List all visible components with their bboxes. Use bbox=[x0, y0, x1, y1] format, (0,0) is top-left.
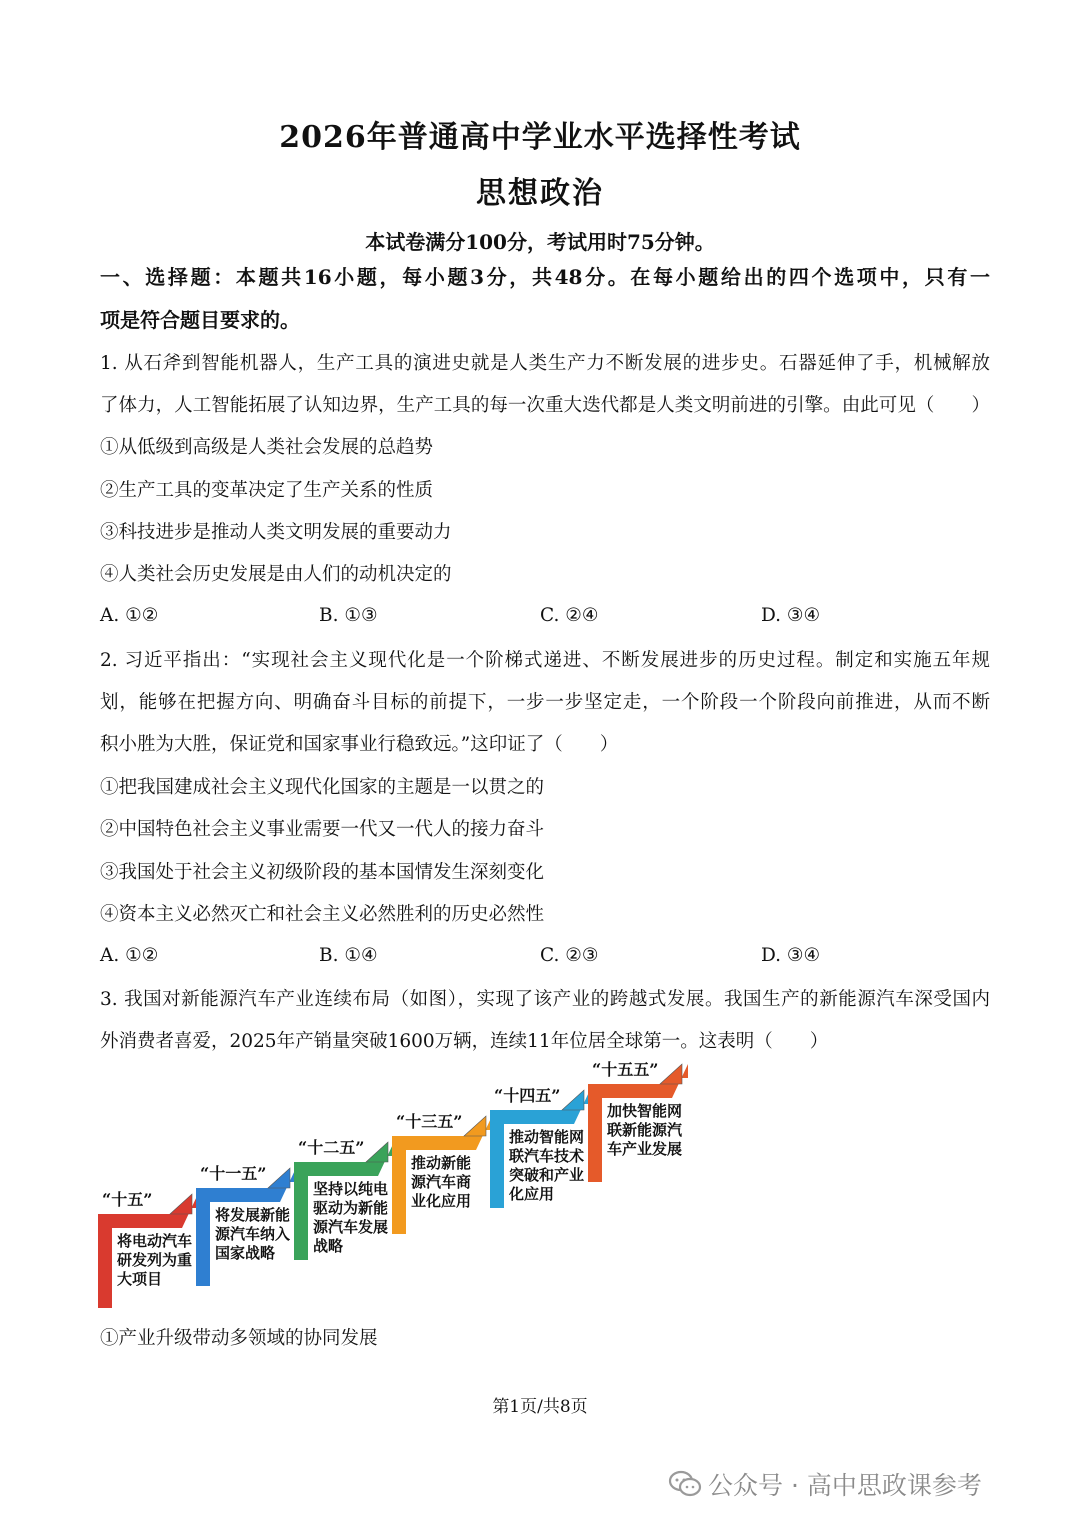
watermark-text: 公众号 · 高中思政课参考 bbox=[708, 1471, 982, 1500]
q1-choice-d[interactable]: D. ③④ bbox=[761, 605, 821, 626]
exam-note: 本试卷满分100分，考试用时75分钟。 bbox=[365, 230, 715, 254]
q1-item-4: ④人类社会历史发展是由人们的动机决定的 bbox=[100, 564, 452, 585]
q2-choice-d[interactable]: D. ③④ bbox=[761, 945, 821, 966]
step-arrow-1 bbox=[170, 1194, 192, 1214]
q2-choice-b[interactable]: B. ①④ bbox=[319, 945, 378, 966]
q3-item-1: ①产业升级带动多领域的协同发展 bbox=[100, 1328, 378, 1349]
q2-stem-line1: 2. 习近平指出：“实现社会主义现代化是一个阶梯式递进、不断发展进步的历史过程。制定和实施五年规 bbox=[100, 650, 990, 671]
step-desc-5-line-2: 联汽车技术 bbox=[509, 1147, 585, 1165]
q1-item-1: ①从低级到高级是人类社会发展的总趋势 bbox=[100, 437, 434, 458]
q2-choices bbox=[100, 945, 990, 971]
step-riser-6 bbox=[588, 1084, 602, 1182]
step-desc-1-line-1: 将电动汽车 bbox=[117, 1232, 193, 1250]
step-riser-3 bbox=[294, 1162, 308, 1260]
step-riser-5 bbox=[490, 1110, 504, 1208]
step-desc-1-line-2: 研发列为重 bbox=[117, 1251, 193, 1269]
q1-choice-a[interactable]: A. ①② bbox=[100, 605, 159, 626]
step-desc-3-line-4: 战略 bbox=[313, 1237, 344, 1255]
q2-item-1: ①把我国建成社会主义现代化国家的主题是一以贯之的 bbox=[100, 777, 545, 798]
q1-stem-line1: 1. 从石斧到智能机器人，生产工具的演进史就是人类生产力不断发展的进步史。石器延伸了手，机械解放 bbox=[100, 353, 990, 374]
step-label-5: “十四五” bbox=[494, 1086, 561, 1105]
step-desc-5-line-3: 突破和产业 bbox=[509, 1166, 585, 1184]
q2-item-4: ④资本主义必然灭亡和社会主义必然胜利的历史必然性 bbox=[100, 904, 545, 925]
step-desc-2-line-3: 国家战略 bbox=[215, 1244, 276, 1262]
q2-item-2: ②中国特色社会主义事业需要一代又一代人的接力奋斗 bbox=[100, 819, 545, 840]
step-desc-6-line-1: 加快智能网 bbox=[607, 1102, 683, 1120]
step-desc-3-line-1: 坚持以纯电 bbox=[313, 1180, 389, 1198]
step-desc-6-line-3: 车产业发展 bbox=[607, 1140, 683, 1158]
section-heading-line1: 一、选择题：本题共16小题，每小题3分，共48分。在每小题给出的四个选项中，只有一 bbox=[100, 265, 990, 289]
step-desc-2-line-2: 源汽车纳入 bbox=[215, 1225, 291, 1243]
q2-stem-line2: 划，能够在把握方向、明确奋斗目标的前提下，一步一步坚定走，一个阶段一个阶段向前推进，从而不断 bbox=[100, 692, 990, 713]
step-riser-4 bbox=[392, 1136, 406, 1234]
step-desc-2-line-1: 将发展新能 bbox=[215, 1206, 291, 1224]
step-desc-4-line-3: 业化应用 bbox=[411, 1192, 472, 1210]
q1-item-2: ②生产工具的变革决定了生产关系的性质 bbox=[100, 480, 434, 501]
step-desc-1-line-3: 大项目 bbox=[117, 1270, 163, 1288]
watermark bbox=[668, 1466, 982, 1502]
step-label-6: “十五五” bbox=[592, 1060, 659, 1079]
step-arrow-2 bbox=[268, 1168, 290, 1188]
step-desc-4-line-2: 源汽车商 bbox=[411, 1173, 472, 1191]
section-heading-line2: 项是符合题目要求的。 bbox=[100, 308, 300, 332]
q1-stem-line2: 了体力，人工智能拓展了认知边界，生产工具的每一次重大迭代都是人类文明前进的引擎。由此可见（ ） bbox=[100, 395, 990, 416]
step-arrow-6 bbox=[660, 1064, 682, 1084]
exam-title: 2026年普通高中学业水平选择性考试 bbox=[279, 120, 801, 155]
q1-item-3: ③科技进步是推动人类文明发展的重要动力 bbox=[100, 522, 452, 543]
step-arrow-5 bbox=[562, 1090, 584, 1110]
q2-choice-a[interactable]: A. ①② bbox=[100, 945, 159, 966]
q2-choice-c[interactable]: C. ②③ bbox=[540, 945, 599, 966]
step-arrow-3 bbox=[366, 1142, 388, 1162]
q2-item-3: ③我国处于社会主义初级阶段的基本国情发生深刻变化 bbox=[100, 862, 545, 883]
step-label-2: “十一五” bbox=[200, 1164, 267, 1183]
step-label-1: “十五” bbox=[102, 1190, 153, 1209]
wechat-icon bbox=[668, 1470, 702, 1498]
step-desc-6-line-2: 联新能源汽 bbox=[607, 1121, 683, 1139]
step-label-4: “十三五” bbox=[396, 1112, 463, 1131]
step-desc-3-line-3: 源汽车发展 bbox=[313, 1218, 389, 1236]
five-year-plan-staircase-figure bbox=[96, 1060, 696, 1312]
step-desc-3-line-2: 驱动为新能 bbox=[313, 1199, 389, 1217]
step-desc-4-line-1: 推动新能 bbox=[411, 1154, 472, 1172]
step-arrow-4 bbox=[464, 1116, 486, 1136]
q3-stem-line2: 外消费者喜爱，2025年产销量突破1600万辆，连续11年位居全球第一。这表明（ ） bbox=[100, 1031, 829, 1052]
q3-stem-line1: 3. 我国对新能源汽车产业连续布局（如图），实现了该产业的跨越式发展。我国生产的新能源汽车深受国内 bbox=[100, 989, 990, 1010]
step-riser-1 bbox=[98, 1214, 112, 1308]
q2-stem-line3: 积小胜为大胜，保证党和国家事业行稳致远。”这印证了（ ） bbox=[100, 734, 619, 755]
exam-subject: 思想政治 bbox=[476, 176, 604, 211]
step-label-3: “十二五” bbox=[298, 1138, 365, 1157]
step-desc-5-line-4: 化应用 bbox=[509, 1185, 555, 1203]
q1-choices bbox=[100, 605, 990, 631]
page-number: 第1页/共8页 bbox=[492, 1397, 588, 1417]
step-desc-5-line-1: 推动智能网 bbox=[509, 1128, 585, 1146]
q1-choice-c[interactable]: C. ②④ bbox=[540, 605, 599, 626]
q1-choice-b[interactable]: B. ①③ bbox=[319, 605, 378, 626]
step-riser-2 bbox=[196, 1188, 210, 1286]
